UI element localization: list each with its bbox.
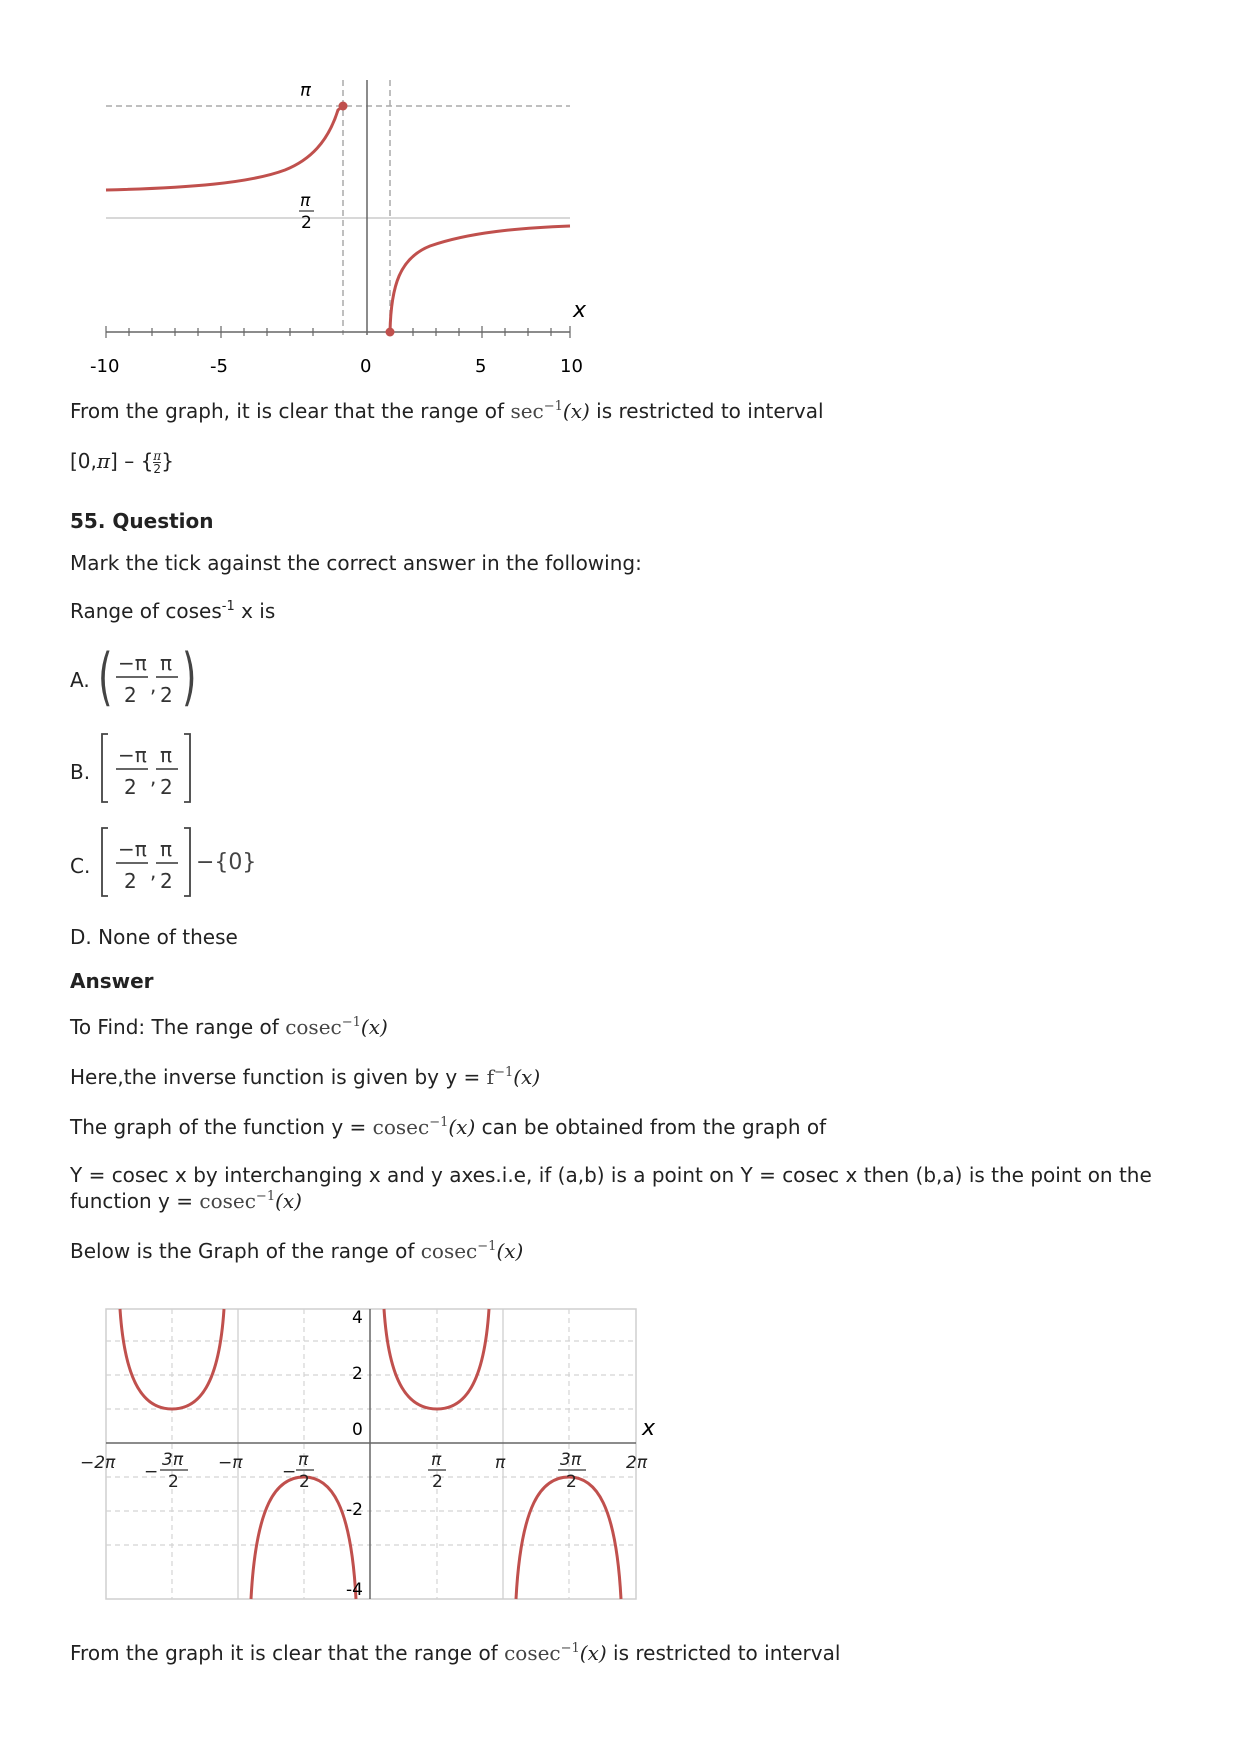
answer-final [70, 1640, 840, 1666]
svg-text:π: π [160, 651, 173, 675]
sec-inverse-left-branch [106, 106, 343, 190]
svg-text:−π: −π [118, 837, 147, 861]
inverse-sup: −1 [494, 1065, 514, 1080]
option-b-formula [98, 732, 268, 810]
x-tick-3pi2-den: 2 [566, 1472, 577, 1492]
option-b-label: B. [70, 760, 91, 784]
answer-heading: Answer [70, 969, 154, 993]
inverse-arg: (x) [513, 1065, 541, 1089]
x-tick-neg3pi2-num: 3π [162, 1450, 184, 1470]
svg-text:2: 2 [124, 683, 137, 707]
inverse-f: f [486, 1065, 495, 1089]
interval-mid: ] – { [110, 449, 154, 473]
swap-arg: (x) [275, 1189, 302, 1213]
find-sup: −1 [341, 1015, 361, 1030]
x-tick-negpi2-num: π [298, 1450, 309, 1470]
svg-text:2: 2 [160, 775, 173, 799]
find-arg: (x) [360, 1015, 388, 1039]
option-c-label: C. [70, 854, 91, 878]
y-label-half-pi-den: 2 [301, 213, 312, 233]
answer-swap-line2 [70, 1188, 302, 1214]
svg-text:π: π [160, 837, 173, 861]
swap-cosec: cosec [199, 1189, 256, 1213]
find-cosec: cosec [285, 1015, 342, 1039]
graph-arg: (x) [448, 1115, 476, 1139]
svg-text:−{0}: −{0} [196, 850, 257, 875]
x-tick-pi2-den: 2 [432, 1472, 443, 1492]
sec-sup: −1 [543, 399, 563, 414]
text-pre: From the graph, it is clear that the range of [70, 399, 511, 423]
option-d[interactable]: D. None of these [70, 925, 238, 949]
x-tick-pi: π [495, 1453, 506, 1473]
endpoint-pi [339, 102, 348, 111]
svg-text:2: 2 [160, 869, 173, 893]
range-pre: Range of coses [70, 599, 222, 623]
question-title: 55. Question [70, 509, 214, 533]
swap-pre: function y = [70, 1189, 200, 1213]
below-arg: (x) [496, 1239, 524, 1263]
inverse-pre: Here,the inverse function is given by y = [70, 1065, 487, 1089]
answer-graph-of [70, 1114, 826, 1140]
svg-text:2: 2 [124, 869, 137, 893]
interval-pi: π [96, 449, 111, 473]
y-tick-2: 2 [352, 1364, 363, 1384]
y-tick-4: 4 [352, 1308, 363, 1328]
x-tick-negpi: −π [218, 1453, 243, 1473]
svg-text:−π: −π [118, 743, 147, 767]
sec-func: sec [510, 399, 544, 423]
find-pre: To Find: The range of [70, 1015, 286, 1039]
svg-text:π: π [160, 743, 173, 767]
x-axis-label: x [573, 298, 587, 323]
question-instruction: Mark the tick against the correct answer in the following: [70, 551, 642, 575]
graph-sup: −1 [429, 1115, 449, 1130]
x-tick-label-5: 5 [475, 356, 487, 377]
svg-text:): ) [182, 642, 197, 714]
svg-text:,: , [150, 765, 157, 789]
x-tick-label-neg5: -5 [210, 356, 228, 377]
final-post: is restricted to interval [606, 1641, 841, 1665]
below-pre: Below is the Graph of the range of [70, 1239, 421, 1263]
below-sup: −1 [477, 1239, 497, 1254]
option-c-formula [98, 826, 268, 904]
x-tick-3pi2-num: 3π [560, 1450, 582, 1470]
graph-pre: The graph of the function y = [70, 1115, 373, 1139]
range-sec-text [70, 398, 824, 424]
answer-swap-line1: Y = cosec x by interchanging x and y axes.i.e, if (a,b) is a point on Y = cosec x then (b,a) is the point on the [70, 1163, 1152, 1187]
final-arg: (x) [579, 1641, 607, 1665]
x-tick-label-10: 10 [560, 356, 583, 377]
answer-find [70, 1014, 388, 1040]
svg-text:2: 2 [124, 775, 137, 799]
svg-text:2: 2 [160, 683, 173, 707]
x-tick-pi2-num: π [431, 1450, 442, 1470]
svg-text:,: , [150, 673, 157, 697]
answer-inverse [70, 1064, 540, 1090]
text-post: is restricted to interval [589, 399, 824, 423]
x-axis-label: x [642, 1416, 656, 1441]
svg-text:−π: −π [118, 651, 147, 675]
final-pre: From the graph it is clear that the range of [70, 1641, 505, 1665]
y-tick-0: 0 [352, 1420, 363, 1440]
y-tick-neg2: -2 [346, 1500, 363, 1520]
question-range [70, 598, 275, 624]
x-tick-2pi: 2π [626, 1453, 648, 1473]
final-sup: −1 [560, 1641, 580, 1656]
x-tick-label-neg10: -10 [90, 356, 120, 377]
option-a-label: A. [70, 668, 90, 692]
interval-sec [70, 448, 174, 475]
swap-sup: −1 [255, 1189, 276, 1204]
x-tick-negpi2-minus: − [282, 1462, 297, 1482]
interval-frac-den: 2 [153, 462, 162, 476]
graph-post: can be obtained from the graph of [475, 1115, 827, 1139]
x-tick-neg2pi: −2π [80, 1453, 116, 1473]
interval-post: } [161, 449, 174, 473]
range-post: x is [234, 599, 276, 623]
below-cosec: cosec [420, 1239, 478, 1263]
interval-frac-num: π [153, 449, 162, 463]
interval-frac [153, 450, 161, 475]
y-label-half-pi-num: π [300, 191, 311, 211]
sec-inverse-right-branch [390, 226, 570, 332]
y-tick-neg4: -4 [346, 1580, 363, 1600]
cosec-graph [70, 1305, 670, 1605]
grid-border [106, 1309, 636, 1599]
svg-text:(: ( [98, 642, 113, 714]
grid-dashed [106, 1309, 636, 1599]
final-cosec: cosec [504, 1641, 561, 1665]
sec-inverse-graph [70, 70, 670, 390]
range-sup: -1 [221, 599, 235, 614]
endpoint-zero [386, 328, 395, 337]
x-tick-neg3pi2-minus: − [144, 1462, 159, 1482]
option-a-formula [98, 640, 268, 718]
sec-arg: (x) [562, 399, 590, 423]
svg-text:,: , [150, 859, 157, 883]
interval-pre: [0, [70, 449, 97, 473]
y-label-pi: π [300, 80, 311, 101]
x-tick-negpi2-den: 2 [299, 1472, 310, 1492]
x-tick-label-0: 0 [360, 356, 372, 377]
x-tick-neg3pi2-den: 2 [168, 1472, 179, 1492]
graph-cosec: cosec [372, 1115, 430, 1139]
answer-below [70, 1238, 523, 1264]
